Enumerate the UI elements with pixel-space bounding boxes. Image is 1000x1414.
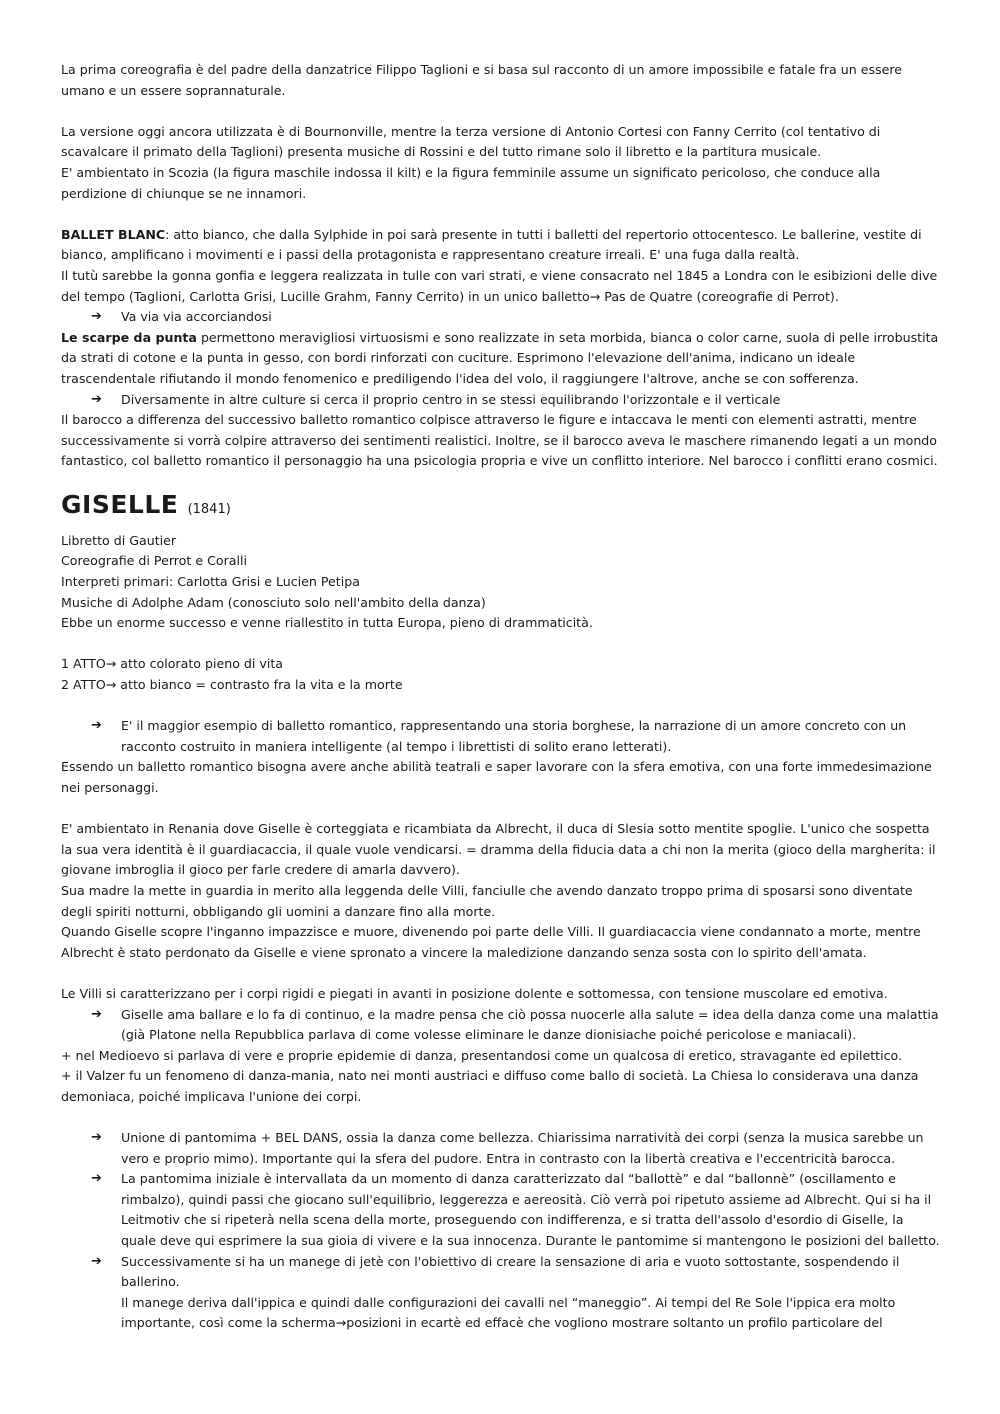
manege-text: Il manege deriva dall'ippica e quindi dalle configurazioni dei cavalli nel “maneggio”. Ai tempi del Re Sole l'ippica era molto importante, così come la scherma <box>121 1294 896 1331</box>
inline-arrow-icon: → <box>105 656 117 672</box>
ballet-blanc-term: BALLET BLANC <box>61 226 166 242</box>
act-label: 1 ATTO <box>61 656 106 672</box>
act-text: atto bianco = contrasto fra la vita e la morte <box>116 677 403 693</box>
inline-arrow-icon: → <box>105 677 117 693</box>
arrow-bullet-icon: ➔ <box>91 1006 102 1022</box>
romantic-skill-paragraph: Essendo un balletto romantico bisogna avere anche abilità teatrali e saper lavorare con la sfera emotiva, con una forte immedesimazione nei personaggi. <box>61 759 932 795</box>
list-item <box>61 1169 942 1251</box>
info-line: Ebbe un enorme successo e venne riallestito in tutta Europa, pieno di drammaticità. <box>61 615 593 631</box>
list-item <box>61 1252 942 1293</box>
villi-paragraph: Le Villi si caratterizzano per i corpi rigidi e piegati in avanti in posizione dolente e sottomessa, con tensione muscolare ed emotiva. <box>61 985 888 1001</box>
info-line: Coreografie di Perrot e Coralli <box>61 553 247 569</box>
intro-paragraph-2: La versione oggi ancora utilizzata è di Bournonville, mentre la terza versione di Antonio Cortesi con Fanny Cerrito (col tentativo di scavalcare il primato della Taglioni) presenta musiche di Rossini e del tutto rimane solo il libretto e la partitura musicale. <box>61 123 881 160</box>
manege-text-end: posizioni in ecartè ed effacè che vogliono mostrare soltanto un profilo particolare del <box>346 1315 883 1331</box>
intro-paragraph-1: La prima coreografia è del padre della danzatrice Filippo Taglioni e si basa sul racconto di un amore impossibile e fatale fra un essere umano e un essere soprannaturale. <box>61 62 903 98</box>
manege-paragraph <box>61 1293 942 1334</box>
pointe-shoes-text: permettono meravigliosi virtuosismi e sono realizzate in seta morbida, bianca o color carne, suola di pelle irrobustita da strati di cotone e la punta in gesso, con bordi rinforzati con cuciture. Esprimono l'elevazione dell'anima, indicano un ideale trascendentale rifiutando il mondo fenomenico e prediligendo l'idea del volo, il raggiungere l'altrove, anche se con sofferenza. <box>61 329 939 386</box>
bullet-text: La pantomima iniziale è intervallata da un momento di danza caratterizzato dal “ballottè” e dal “ballonnè” (oscillamento e rimbalzo), quindi passi che giocano sull'equilibrio, leggerezza e aereosità. Ciò verrà poi ripetuto assieme ad Albrecht. Qui si ha il Leitmotiv che si ripeterà nella scena della morte, proseguendo con indifferenza, e si tratta dell'assolo d'esordio di Giselle, la quale deve qui esprimere la sua gioia di vivere e la sua innocenza. Durante le pantomime si mantengono le posizioni del balletto. <box>121 1171 940 1249</box>
title-year: (1841) <box>187 501 231 517</box>
arrow-bullet-icon: ➔ <box>91 718 102 734</box>
tutu-text: Il tutù sarebbe la gonna gonfia e leggera realizzata in tulle con vari strati, e viene consacrato nel 1845 a Londra con le esibizioni delle dive del tempo (Taglioni, Carlotta Grisi, Lucille Grahm, Fanny Cerrito) in un unico balletto <box>61 267 938 304</box>
intro-paragraph-3: E' ambientato in Scozia (la figura maschile indossa il kilt) e la figura femminile assume un significato pericoloso, che conduce alla perdizione di chiunque se ne innamori. <box>61 164 881 201</box>
section-title <box>61 490 942 525</box>
list-item <box>61 307 942 328</box>
medioevo-line: + nel Medioevo si parlava di vere e proprie epidemie di danza, presentandosi come un qualcosa di eretico, stravagante ed epilettico. <box>61 1047 902 1063</box>
bullet-text: Unione di pantomima + BEL DANS, ossia la danza come bellezza. Chiarissima narratività dei corpi (senza la musica sarebbe un vero e proprio mimo). Importante qui la sfera del pudore. Entra in contrasto con la libertà creativa e l'eccentricità barocca. <box>121 1130 924 1166</box>
bullet-text: Diversamente in altre culture si cerca il proprio centro in se stessi equilibrando l'orizzontale e il verticale <box>121 391 781 407</box>
ballet-blanc-text: : atto bianco, che dalla Sylphide in poi sarà presente in tutti i balletti del repertorio ottocentesco. Le ballerine, vestite di bianco, amplificano i movimenti e i passi della protagonista e rappresentano creature irreali. E' una fuga dalla realtà. <box>61 226 922 263</box>
list-item <box>61 1005 942 1046</box>
info-line: Musiche di Adolphe Adam (conosciuto solo nell'ambito della danza) <box>61 594 486 610</box>
plot-paragraph-2: Sua madre la mette in guardia in merito alla leggenda delle Villi, fanciulle che avendo danzato troppo prima di sposarsi sono diventate degli spiriti notturni, obbligando gli uomini a danzare fino alla morte. <box>61 882 913 919</box>
pointe-shoes-term: Le scarpe da punta <box>61 329 197 345</box>
bullet-text: Successivamente si ha un manege di jetè con l'obiettivo di creare la sensazione di aria e vuoto sottostante, sospendendo il ballerino. <box>121 1253 900 1290</box>
list-item <box>61 1128 942 1169</box>
bullet-text: Giselle ama ballare e lo fa di continuo, e la madre pensa che ciò possa nuocerle alla salute = idea della danza come una malattia (già Platone nella Repubblica parlava di come volesse eliminare le danze dionisiache poiché pericolose e maniacali). <box>121 1006 939 1043</box>
list-item <box>61 716 942 757</box>
arrow-bullet-icon: ➔ <box>91 391 102 407</box>
valzer-paragraph: + il Valzer fu un fenomeno di danza-mania, nato nei monti austriaci e diffuso come ballo di società. La Chiesa lo considerava una danza demoniaca, poiché implicava l'unione dei corpi. <box>61 1068 919 1104</box>
inline-arrow-icon: → <box>589 288 601 304</box>
ballet-blanc-paragraph <box>61 225 942 266</box>
arrow-bullet-icon: ➔ <box>91 1171 102 1187</box>
act-label: 2 ATTO <box>61 677 106 693</box>
bullet-text: Va via via accorciandosi <box>121 309 272 325</box>
title-text: GISELLE <box>61 489 179 519</box>
act-text: atto colorato pieno di vita <box>116 656 284 672</box>
plot-paragraph-1: E' ambientato in Renania dove Giselle è corteggiata e ricambiata da Albrecht, il duca di Slesia sotto mentite spoglie. L'unico che sospetta la sua vera identità è il guardiacaccia, il quale vuole vendicarsi. = dramma della fiducia data a chi non la merita (gioco della margherita: il giovane imbroglia il gioco per farle credere di amarla davvero). <box>61 821 936 878</box>
arrow-bullet-icon: ➔ <box>91 309 102 325</box>
arrow-bullet-icon: ➔ <box>91 1253 102 1269</box>
baroque-paragraph: Il barocco a differenza del successivo balletto romantico colpisce attraverso le figure e intaccava le menti con elementi astratti, mentre successivamente si vorrà colpire attraverso dei sentimenti realistici. Inoltre, se il barocco aveva le maschere rimanendo legati a un mondo fantastico, col balletto romantico il personaggio ha una psicologia propria e vive un conflitto interiore. Nel barocco i conflitti erano cosmici. <box>61 412 938 469</box>
tutu-text-end: Pas de Quatre (coreografie di Perrot). <box>600 288 839 304</box>
plot-paragraph-3: Quando Giselle scopre l'inganno impazzisce e muore, divenendo poi parte delle Villi. Il guardiacaccia viene condannato a morte, mentre Albrecht è stato perdonato da Giselle e viene spronato a vincere la maledizione danzando senza sosta con lo spirito dell'amata. <box>61 924 921 960</box>
tutu-paragraph <box>61 266 942 307</box>
arrow-bullet-icon: ➔ <box>91 1130 102 1146</box>
list-item <box>61 390 942 411</box>
info-line: Libretto di Gautier <box>61 532 177 548</box>
act-line <box>61 675 942 696</box>
info-line: Interpreti primari: Carlotta Grisi e Lucien Petipa <box>61 574 360 590</box>
act-line <box>61 654 942 675</box>
inline-arrow-icon: → <box>335 1315 347 1331</box>
pointe-shoes-paragraph <box>61 328 942 390</box>
bullet-text: E' il maggior esempio di balletto romantico, rappresentando una storia borghese, la narrazione di un amore concreto con un racconto costruito in maniera intelligente (al tempo i librettisti di solito erano letterati). <box>121 718 907 754</box>
